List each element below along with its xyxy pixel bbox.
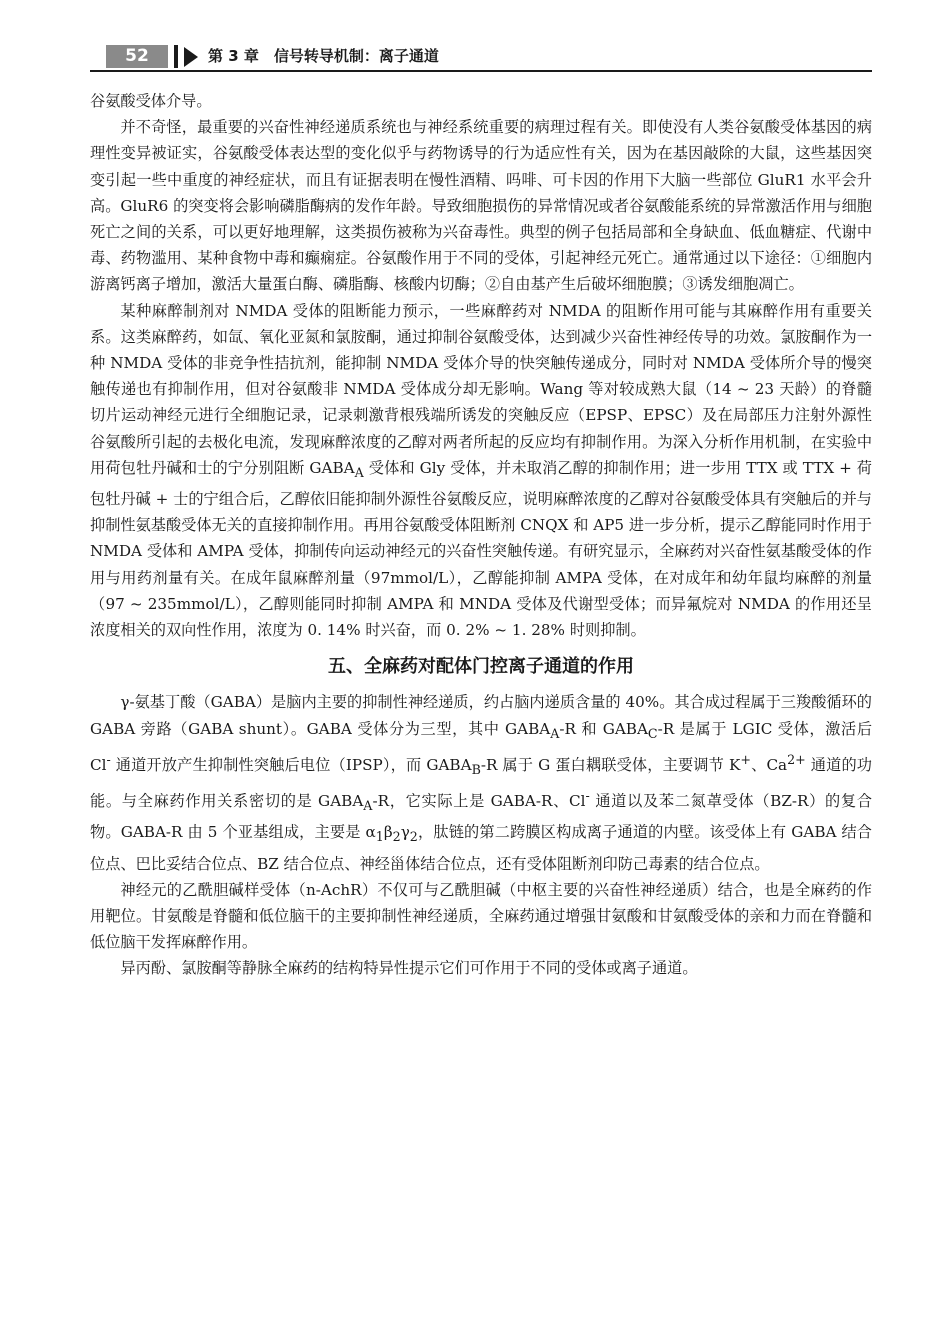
paragraph-nmda-anesthetics: 某种麻醉制剂对 NMDA 受体的阻断能力预示，一些麻醉药对 NMDA 的阻断作用可能与其麻醉作用有重要关系。这类麻醉药，如氙、氧化亚氮和氯胺酮，通过抑制谷氨酸受体，达到减少兴奋性神经传导的功效。氯胺酮作为一种 NMDA 受体的非竞争性拮抗剂，能抑制 NMDA 受体介导的快突触传递成分，同时对 NMDA 受体所介导的慢突触传递也有抑制作用，但对谷氨酸非 NMDA 受体成分却无影响。Wang 等对较成熟大鼠（14 ~ 23 天龄）的脊髓切片运动神经元进行全细胞记录，记录刺激背根残端所诱发的突触反应（EPSP、EPSC）及在局部压力注射外源性谷氨酸所引起的去极化电流，发现麻醉浓度的乙醇对两者所起的反应均有抑制作用。为深入分析作用机制，在实验中用荷包牡丹碱和士的宁分别阻断 $GABA_A$ 受体和 Gly 受体，并未取消乙醇的抑制作用；进一步用 TTX 或 TTX + 荷包牡丹碱 + 士的宁组合后，乙醇依旧能抑制外源性谷氨酸反应，说明麻醉浓度的乙醇对谷氨酸受体具有突触后的并与抑制性氨基酸受体无关的直接抑制作用。再用谷氨酸受体阻断剂 CNQX 和 AP5 进一步分析，提示乙醇能同时作用于 NMDA 受体和 AMPA 受体，抑制传向运动神经元的兴奋性突触传递。有研究显示，全麻药对兴奋性氨基酸受体的作用与用药剂量有关。在成年鼠麻醉剂量（97mmol/L），乙醇能抑制 AMPA 受体，在对成年和幼年鼠均麻醉的剂量（97 ~ 235mmol/L），乙醇则能同时抑制 AMPA 和 MNDA 受体及代谢型受体；而异氟烷对 NMDA 的作用还呈浓度相关的双向性作用，浓度为 0. 14% 时兴奋，而 0. 2% ~ 1. 28% 时则抑制。 <box>90 301 872 640</box>
page-content <box>90 88 872 982</box>
paragraph-iv-anesthetics: 异丙酚、氯胺酮等静脉全麻药的结构特异性提示它们可作用于不同的受体或离子通道。 <box>120 959 698 978</box>
chapter-title: 第 3 章 信号转导机制：离子通道 <box>208 47 439 65</box>
paragraph-nachr: 神经元的乙酰胆碱样受体（n-AchR）不仅可与乙酰胆碱（中枢主要的兴奋性神经递质）结合，也是全麻药的作用靶位。甘氨酸是脊髓和低位脑干的主要抑制性神经递质，全麻药通过增强甘氨酸和甘氨酸受体的亲和力而在脊髓和低位脑干发挥麻醉作用。 <box>90 880 872 952</box>
page-number: 52 <box>106 45 168 68</box>
paragraph-continuation: 谷氨酸受体介导。 <box>90 92 212 110</box>
header-divider <box>174 45 178 68</box>
paragraph-gaba: γ-氨基丁酸（GABA）是脑内主要的抑制性神经递质，约占脑内递质含量的 40%。其合成过程属于三羧酸循环的 GABA 旁路（GABA shunt）。GABA 受体分为三型，其中 $GABA_A-R$ 和 $GABA_C-R$ 是属于 LGIC 受体，激活后 Cl- 通道开放产生抑制性突触后电位（IPSP），而 $GABA_B-R$ 属于 G 蛋白耦联受体，主要调节 K+、$Ca^{2+}$ 通道的功能。与全麻药作用关系密切的是 $GABA_A-R$，它实际上是 GABA-R、Cl- 通道以及苯二氮䓬受体（BZ-R）的复合物。GABA-R 由 5 个亚基组成，主要是 $\alpha_1\beta_2\gamma_2$，肽链的第二跨膜区构成离子通道的内壁。该受体上有 GABA 结合位点、巴比妥结合位点、BZ 结合位点、神经甾体结合位点，还有受体阻断剂印防己毒素的结合位点。 <box>90 693 873 873</box>
section-title: 五、全麻药对配体门控离子通道的作用 <box>328 656 634 678</box>
paragraph-excitotoxicity: 并不奇怪，最重要的兴奋性神经递质系统也与神经系统重要的病理过程有关。即使没有人类谷氨酸受体基因的病理性变异被证实，谷氨酸受体表达型的变化似乎与药物诱导的行为适应性有关，因为在基因敲除的大鼠，这些基因突变引起一些中重度的神经症状，而且有证据表明在慢性酒精、吗啡、可卡因的作用下大脑一些部位 GluR1 水平会升高。GluR6 的突变将会影响磷脂酶病的发作年龄。导致细胞损伤的异常情况或者谷氨酸能系统的异常激活作用与细胞死亡之间的关系，可以更好地理解，这类损伤被称为兴奋毒性。典型的例子包括局部和全身缺血、低血糖症、代谢中毒、药物滥用、某种食物中毒和癫痫症。谷氨酸作用于不同的受体，引起神经元死亡。通常通过以下途径：①细胞内游离钙离子增加，激活大量蛋白酶、磷脂酶、核酸内切酶；②自由基产生后破坏细胞膜；③诱发细胞凋亡。 <box>90 118 872 294</box>
play-arrow-icon <box>184 47 198 67</box>
page-header <box>90 42 872 72</box>
